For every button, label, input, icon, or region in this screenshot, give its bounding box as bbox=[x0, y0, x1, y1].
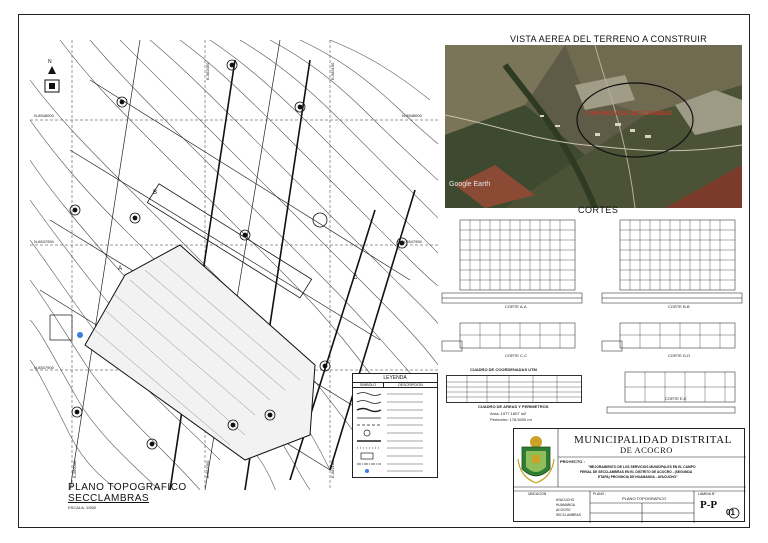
marker-a: A bbox=[118, 266, 123, 272]
distrito-value: ACOCRO bbox=[556, 508, 571, 512]
proyecto-text-3: ETAPA) PROVINCIA DE HUAMANGA - AYACUCHO" bbox=[598, 475, 678, 479]
coord-n-1: N-8548000 bbox=[34, 113, 54, 118]
legend-symbols bbox=[353, 388, 437, 476]
corte-e-label: CORTE E-E bbox=[665, 396, 687, 401]
region-value: AYACUCHO bbox=[556, 498, 575, 502]
north-label: N bbox=[48, 59, 52, 65]
north-arrow-icon bbox=[45, 66, 59, 92]
lamina-label: LAMINA N° bbox=[698, 492, 716, 496]
plano-value: PLANO TOPOGRAFICO bbox=[622, 496, 667, 501]
aerial-place-label: COMUNIDAD DE SECCLAMBRAS bbox=[585, 111, 673, 117]
ubicacion-label: UBICACION bbox=[528, 492, 547, 496]
sheet-number: 01 bbox=[726, 508, 735, 517]
coord-n-2: N-8547950 bbox=[34, 239, 54, 244]
org-name-line2: DE ACOCRO bbox=[620, 445, 673, 455]
coord-n-right-2: N-8547950 bbox=[402, 239, 422, 244]
coords-table bbox=[446, 375, 582, 403]
coord-e-top-2: E-582100 bbox=[330, 62, 335, 80]
area-value: Area: 1977.1607 m2 bbox=[490, 411, 527, 416]
provincia-value: HUAMANGA bbox=[556, 503, 576, 507]
water-point-icon bbox=[77, 332, 83, 338]
legend-box bbox=[352, 373, 438, 478]
corte-b-label: CORTE B-B bbox=[668, 304, 690, 309]
lamina-code: P-P bbox=[700, 499, 718, 511]
plano-title: PLANO TOPOGRAFICO bbox=[68, 482, 187, 493]
google-earth-watermark: Google Earth bbox=[449, 181, 491, 188]
legend-title: LEYENDA bbox=[353, 374, 437, 383]
marker-c: C bbox=[353, 275, 358, 281]
cortes-title: CORTES bbox=[578, 205, 619, 215]
coord-e-bottom-2: E-582050 bbox=[205, 460, 210, 478]
perimeter-value: Perimetro: 178.5000 ml bbox=[490, 417, 532, 422]
coord-n-3: N-8547900 bbox=[34, 365, 54, 370]
aerial-title: VISTA AEREA DEL TERRENO A CONSTRUIR bbox=[510, 34, 707, 44]
title-block bbox=[513, 428, 745, 522]
legend-header-desc: DESCRIPCION bbox=[398, 383, 423, 387]
coord-e-bottom-1: E-582000 bbox=[72, 460, 77, 478]
coord-e-top-1: E-582050 bbox=[205, 62, 210, 80]
coord-e-bottom-3: E-582100 bbox=[330, 460, 335, 478]
proyecto-label: PROYECTO : bbox=[560, 459, 585, 464]
marker-b: B bbox=[153, 190, 158, 196]
proyecto-text-2: FERIAL DE SECCLAMBRAS EN EL DISTRITO DE ACOCRO - (SEGUNDA bbox=[580, 470, 693, 474]
plano-subtitle: SECCLAMBRAS bbox=[68, 493, 150, 504]
coords-table-title: CUADRO DE COORDENADAS UTM bbox=[470, 367, 537, 372]
corte-c-label: CORTE C-C bbox=[505, 353, 528, 358]
area-table-title: CUADRO DE AREAS Y PERIMETROS bbox=[478, 404, 549, 409]
corte-d-label: CORTE D-D bbox=[668, 353, 691, 358]
plano-scale: ESCALA: 1/500 bbox=[68, 505, 97, 510]
plot-area bbox=[85, 184, 315, 460]
aerial-photo bbox=[445, 45, 742, 208]
lugar-value: SECCLAMBRAS bbox=[556, 513, 581, 517]
coord-n-right-1: N-8548000 bbox=[402, 113, 422, 118]
org-name-line1: MUNICIPALIDAD DISTRITAL bbox=[574, 434, 732, 446]
municipal-shield-icon bbox=[518, 436, 554, 483]
corte-a-label: CORTE A-A bbox=[505, 304, 527, 309]
proyecto-text-1: "MEJORAMIENTO DE LOS SERVICIOS MUNICIPALES EN EL CAMPO bbox=[588, 465, 696, 469]
plano-label: PLANO : bbox=[593, 492, 607, 496]
legend-header-symbol: SIMBOLO bbox=[353, 383, 384, 387]
